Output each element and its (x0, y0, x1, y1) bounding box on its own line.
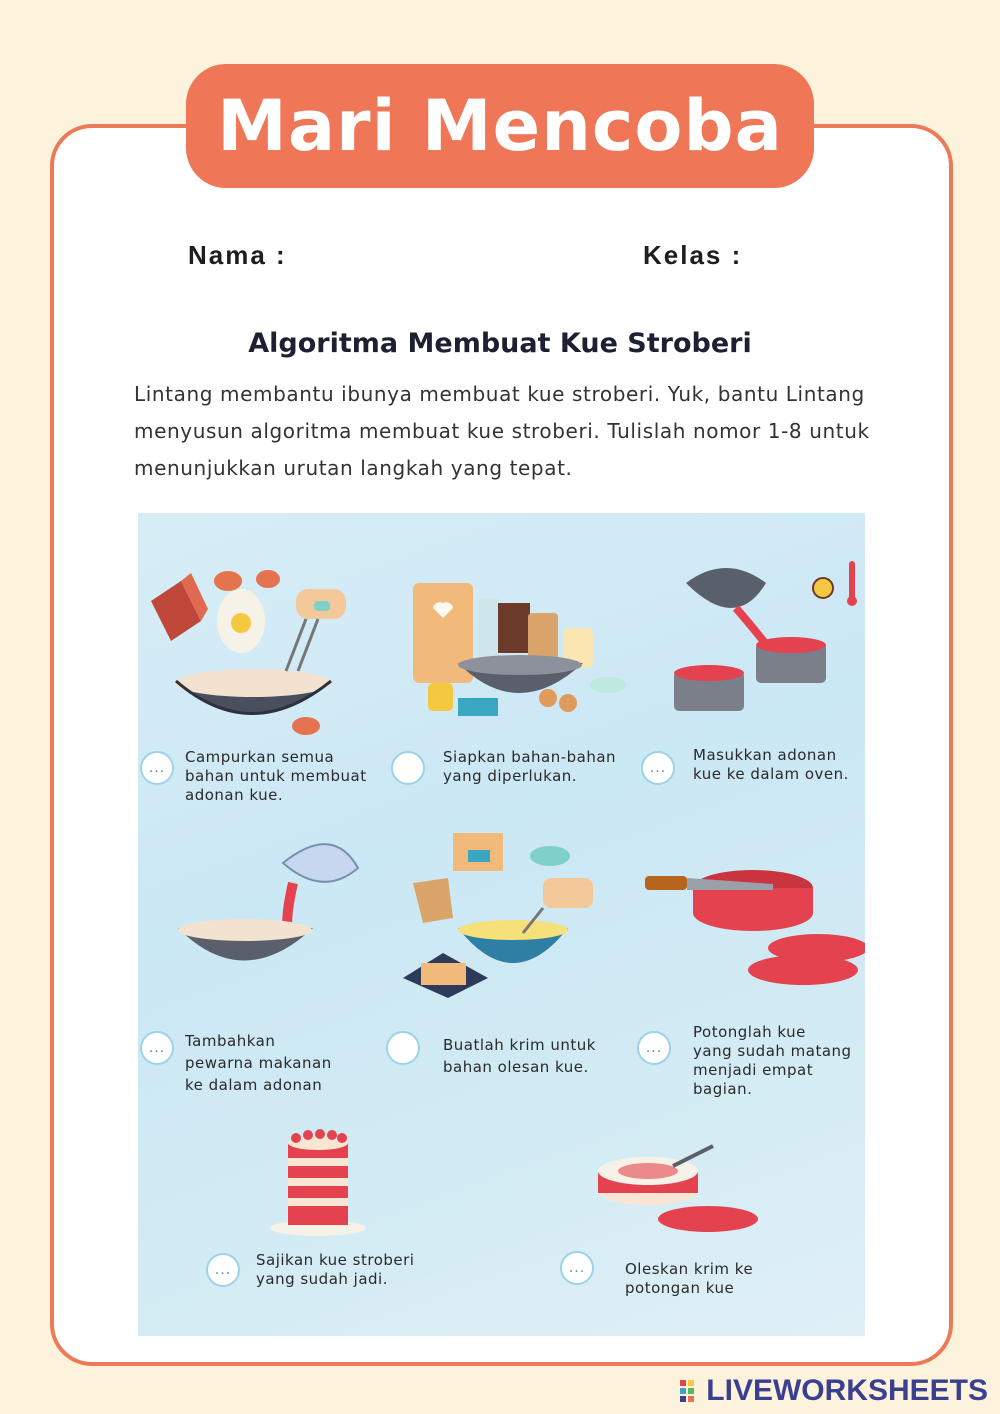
answer-field-4[interactable]: ... (140, 1031, 174, 1065)
answer-field-8[interactable]: ... (560, 1251, 594, 1285)
name-field[interactable] (300, 236, 604, 274)
steps-panel (138, 513, 865, 1336)
answer-field-2[interactable] (391, 751, 425, 785)
class-label: Kelas : (643, 240, 743, 270)
ingredients-icon (403, 573, 628, 723)
page-title: Mari Mencoba (217, 85, 783, 167)
step-caption-3: Masukkan adonan kue ke dalam oven. (693, 746, 849, 783)
step-caption-4: Tambahkan pewarna makanan ke dalam adonan (185, 1032, 332, 1094)
cut-cake-icon (643, 848, 865, 988)
name-label: Nama : (188, 240, 287, 270)
spread-cream-icon (578, 1141, 768, 1241)
add-coloring-icon (173, 833, 363, 978)
answer-field-1[interactable]: ... (140, 751, 174, 785)
step-caption-5: Buatlah krim untuk bahan olesan kue. (443, 1036, 596, 1076)
step-caption-2: Siapkan bahan-bahan yang diperlukan. (443, 748, 617, 785)
step-caption-7: Sajikan kue stroberi yang sudah jadi. (256, 1251, 415, 1288)
answer-field-7[interactable]: ... (206, 1253, 240, 1287)
make-cream-icon (393, 828, 618, 998)
liveworksheets-logo-icon (680, 1380, 702, 1402)
worksheet-heading: Algoritma Membuat Kue Stroberi (248, 328, 752, 359)
step-caption-8: Oleskan krim ke potongan kue (625, 1260, 754, 1297)
answer-field-6[interactable]: ... (637, 1031, 671, 1065)
pour-into-pan-icon (666, 553, 865, 723)
class-field[interactable] (755, 236, 909, 274)
step-caption-6: Potonglah kue yang sudah matang menjadi empat bagian. (693, 1023, 852, 1098)
brand (680, 1374, 988, 1408)
title-banner (186, 64, 814, 188)
answer-field-5[interactable] (386, 1031, 420, 1065)
brand-name: LIVEWORKSHEETS (706, 1374, 988, 1407)
answer-field-3[interactable]: ... (641, 751, 675, 785)
instructions-text: Lintang membantu ibunya membuat kue stroberi. Yuk, bantu Lintang menyusun algoritma membuat kue stroberi. Tulislah nomor 1-8 untuk menunjukkan urutan langkah yang tepat. (134, 382, 870, 480)
mixing-bowl-eggs-mixer-icon (146, 561, 361, 741)
step-caption-1: Campurkan semua bahan untuk membuat adonan kue. (185, 748, 367, 804)
layered-cake-icon (268, 1118, 368, 1238)
